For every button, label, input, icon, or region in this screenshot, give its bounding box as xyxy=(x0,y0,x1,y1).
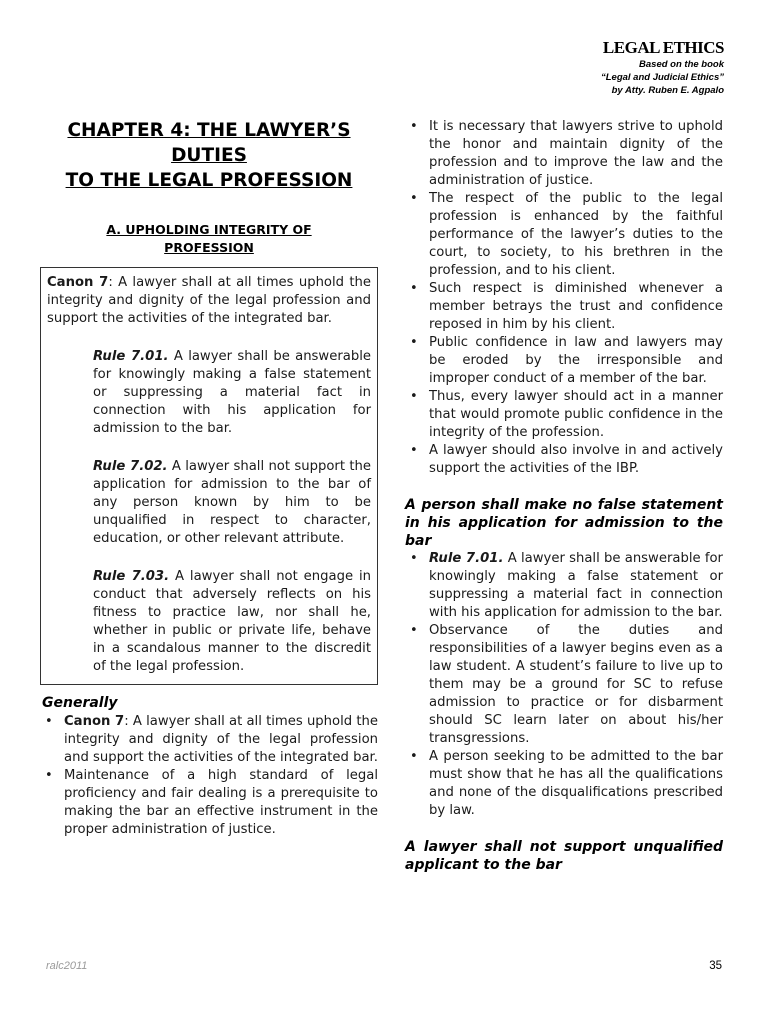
header-line-1: Based on the book xyxy=(639,59,724,70)
footer-watermark: ralc2011 xyxy=(46,960,88,972)
section-heading-a: A. UPHOLDING INTEGRITY OF PROFESSION xyxy=(106,222,312,255)
rule-7-01 xyxy=(93,348,371,438)
left-column xyxy=(40,118,378,839)
false-statement-list xyxy=(405,550,723,820)
chapter-title xyxy=(40,118,378,193)
rule-text: A lawyer shall be answerable for knowingly making a false statement or suppressing a material fact in connection with his application for admission to the bar. xyxy=(93,349,371,436)
list-item: • Thus, every lawyer should act in a manner that would promote public confidence in the integrity of the profession. xyxy=(405,388,723,442)
list-item: • The respect of the public to the legal profession is enhanced by the faithful performance of the lawyer’s duties to the court, to society, to his brethren in the profession, and to his client. xyxy=(405,190,723,280)
list-item: • It is necessary that lawyers strive to uphold the honor and maintain dignity of the profession and to improve the law and the administration of justice. xyxy=(405,118,723,190)
canon-7-paragraph xyxy=(47,274,371,328)
list-item: • A lawyer should also involve in and actively support the activities of the IBP. xyxy=(405,442,723,478)
integrity-bullet-list xyxy=(405,118,723,478)
header-line-3: by Atty. Ruben E. Agpalo xyxy=(611,85,724,96)
rule-label: Rule 7.03. xyxy=(93,569,170,584)
canon-text: : A lawyer shall at all times uphold the integrity and dignity of the legal profession and support the activities of the integrated bar. xyxy=(64,714,378,765)
rule-7-03 xyxy=(93,568,371,676)
right-column xyxy=(405,118,723,874)
unqualified-applicant-heading: A lawyer shall not support unqualified applicant to the bar xyxy=(405,839,723,873)
running-header xyxy=(601,38,724,97)
canon-label: Canon 7 xyxy=(64,714,125,729)
canon-label: Canon 7 xyxy=(47,275,109,290)
list-item xyxy=(40,713,378,767)
generally-heading: Generally xyxy=(42,695,118,711)
chapter-title-line-2: TO THE LEGAL PROFESSION xyxy=(65,170,353,191)
list-item: • Public confidence in law and lawyers may be eroded by the irresponsible and improper conduct of a member of the bar. xyxy=(405,334,723,388)
header-title: LEGAL ETHICS xyxy=(602,38,724,57)
rule-text: A lawyer shall be answerable for knowingly making a false statement or suppressing a material fact in connection with his application for admission to the bar. xyxy=(429,551,723,620)
rule-text: A lawyer shall not engage in conduct that adversely reflects on his fitness to practice law, nor shall he, whether in public or private life, behave in a scandalous manner to the discredit of the legal profession. xyxy=(93,569,371,674)
list-item: • Such respect is diminished whenever a member betrays the trust and confidence reposed in him by his client. xyxy=(405,280,723,334)
rule-text: A lawyer shall not support the application for admission to the bar of any person known by him to be unqualified in respect to character, education, or other relevant attribute. xyxy=(93,459,371,546)
list-item: • Observance of the duties and responsibilities of a lawyer begins even as a law student. A student’s failure to live up to them may be a ground for SC to refuse admission to practice or for disbarment should SC learn later on about his/her transgressions. xyxy=(405,622,723,748)
canon-text: : A lawyer shall at all times uphold the integrity and dignity of the legal profession and support the activities of the integrated bar. xyxy=(47,275,371,326)
list-item: • Maintenance of a high standard of legal proficiency and fair dealing is a prerequisite to making the bar an effective instrument in the proper administration of justice. xyxy=(40,767,378,839)
generally-list xyxy=(40,713,378,839)
rule-7-02 xyxy=(93,458,371,548)
false-statement-heading: A person shall make no false statement in his application for admission to the bar xyxy=(405,497,723,549)
header-line-2: “Legal and Judicial Ethics” xyxy=(600,72,724,83)
page-number: 35 xyxy=(709,960,722,972)
list-item xyxy=(405,550,723,622)
rule-label: Rule 7.01. xyxy=(429,551,504,566)
rule-label: Rule 7.01. xyxy=(93,349,169,364)
canon-7-box xyxy=(40,267,378,685)
rule-label: Rule 7.02. xyxy=(93,459,168,474)
chapter-title-line-1: CHAPTER 4: THE LAWYER’S DUTIES xyxy=(67,120,351,166)
list-item: • A person seeking to be admitted to the bar must show that he has all the qualifications and none of the disqualifications prescribed by law. xyxy=(405,748,723,820)
